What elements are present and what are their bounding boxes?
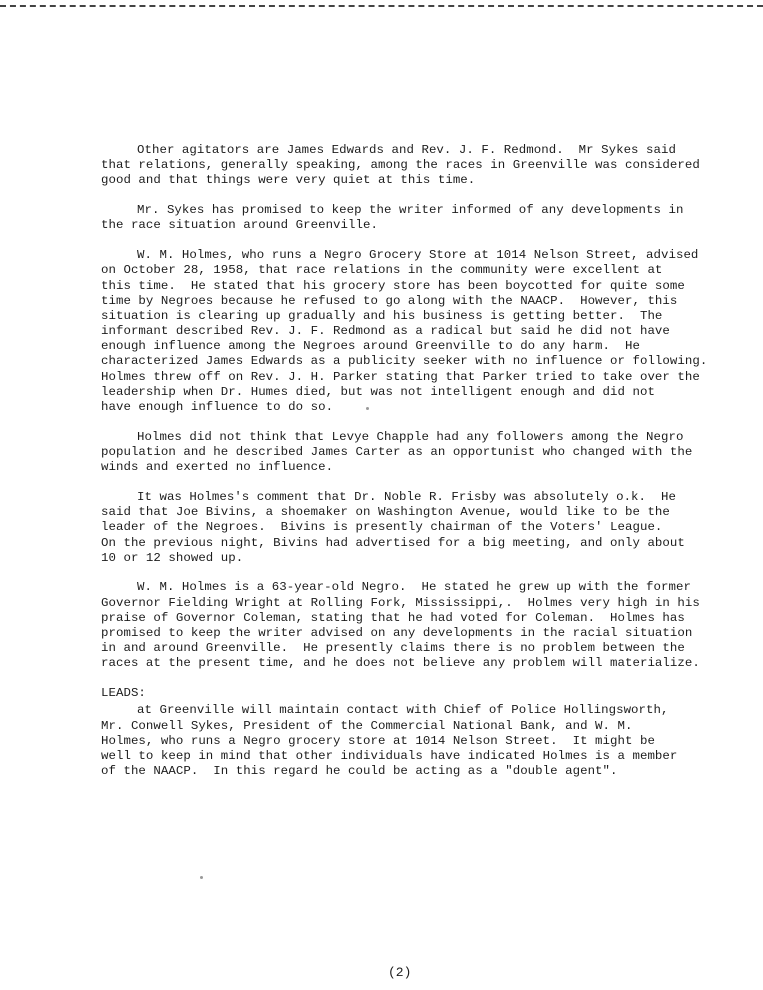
text-line: On the previous night, Bivins had advertised for a big meeting, and only about xyxy=(101,535,685,550)
text-line: said that Joe Bivins, a shoemaker on Washington Avenue, would like to be the xyxy=(101,505,670,520)
text-line: on October 28, 1958, that race relations in the community were excellent at xyxy=(101,263,663,278)
paragraph-leads xyxy=(101,703,721,779)
text-line: of the NAACP. In this regard he could be acting as a "double agent". xyxy=(101,764,618,779)
paragraph-frisby-bivins xyxy=(101,490,721,566)
paragraph-holmes-background xyxy=(101,580,721,671)
paragraph-chapple-carter xyxy=(101,430,721,476)
paragraph-holmes-interview xyxy=(101,248,721,415)
text-line: time by Negroes because he refused to go along with the NAACP. However, this xyxy=(101,293,678,308)
text-line: leader of the Negroes. Bivins is presently chairman of the Voters' League. xyxy=(101,520,663,535)
text-line: at Greenville will maintain contact with Chief of Police Hollingsworth, xyxy=(137,703,669,718)
text-line: good and that things were very quiet at this time. xyxy=(101,173,476,188)
text-line: Governor Fielding Wright at Rolling Fork, Mississippi,. Holmes very high in his xyxy=(101,595,700,610)
text-line: informant described Rev. J. F. Redmond as a radical but said he did not have xyxy=(101,324,670,339)
scan-speck xyxy=(200,876,203,879)
text-line: W. M. Holmes is a 63-year-old Negro. He stated he grew up with the former xyxy=(137,580,691,595)
scan-speck xyxy=(366,407,369,410)
text-line: W. M. Holmes, who runs a Negro Grocery Store at 1014 Nelson Street, advised xyxy=(137,248,699,263)
page-top-border xyxy=(0,0,763,7)
text-line: have enough influence to do so. xyxy=(101,400,334,414)
text-line: 10 or 12 showed up. xyxy=(101,550,244,565)
text-line: Mr. Sykes has promised to keep the writer informed of any developments in xyxy=(137,203,684,218)
text-line: leadership when Dr. Humes died, but was not intelligent enough and did not xyxy=(101,384,655,399)
text-line: Other agitators are James Edwards and Rev. J. F. Redmond. Mr Sykes said xyxy=(137,143,676,157)
text-line: Holmes did not think that Levye Chapple had any followers among the Negro xyxy=(137,429,684,444)
text-line: well to keep in mind that other individuals have indicated Holmes is a member xyxy=(101,748,678,763)
text-line: Holmes, who runs a Negro grocery store at 1014 Nelson Street. It might be xyxy=(101,733,655,748)
text-line: Holmes threw off on Rev. J. H. Parker stating that Parker tried to take over the xyxy=(101,369,700,384)
text-line: It was Holmes's comment that Dr. Noble R. Frisby was absolutely o.k. He xyxy=(137,489,676,504)
text-line: population and he described James Carter as an opportunist who changed with the xyxy=(101,444,693,459)
text-line: enough influence among the Negroes around Greenville to do any harm. He xyxy=(101,339,640,354)
text-line: in and around Greenville. He presently claims there is no problem between the xyxy=(101,641,685,656)
text-line: races at the present time, and he does not believe any problem will materialize. xyxy=(101,656,700,671)
text-line: the race situation around Greenville. xyxy=(101,218,378,233)
page-number: (2) xyxy=(388,965,412,980)
paragraph-sykes-promise xyxy=(101,203,721,233)
text-line: that relations, generally speaking, among the races in Greenville was considered xyxy=(101,158,700,173)
text-line: praise of Governor Coleman, stating that he had voted for Coleman. Holmes has xyxy=(101,610,685,625)
text-line: promised to keep the writer advised on any developments in the racial situation xyxy=(101,626,693,641)
paragraph-other-agitators xyxy=(101,143,721,189)
text-line: this time. He stated that his grocery store has been boycotted for quite some xyxy=(101,278,685,293)
text-line: characterized James Edwards as a publicity seeker with no influence or following. xyxy=(101,354,708,369)
text-line: winds and exerted no influence. xyxy=(101,460,334,475)
text-line: situation is clearing up gradually and his business is getting better. The xyxy=(101,308,663,323)
document-body xyxy=(101,143,721,779)
leads-heading: LEADS: xyxy=(101,686,146,701)
text-line: Mr. Conwell Sykes, President of the Commercial National Bank, and W. M. xyxy=(101,718,633,733)
